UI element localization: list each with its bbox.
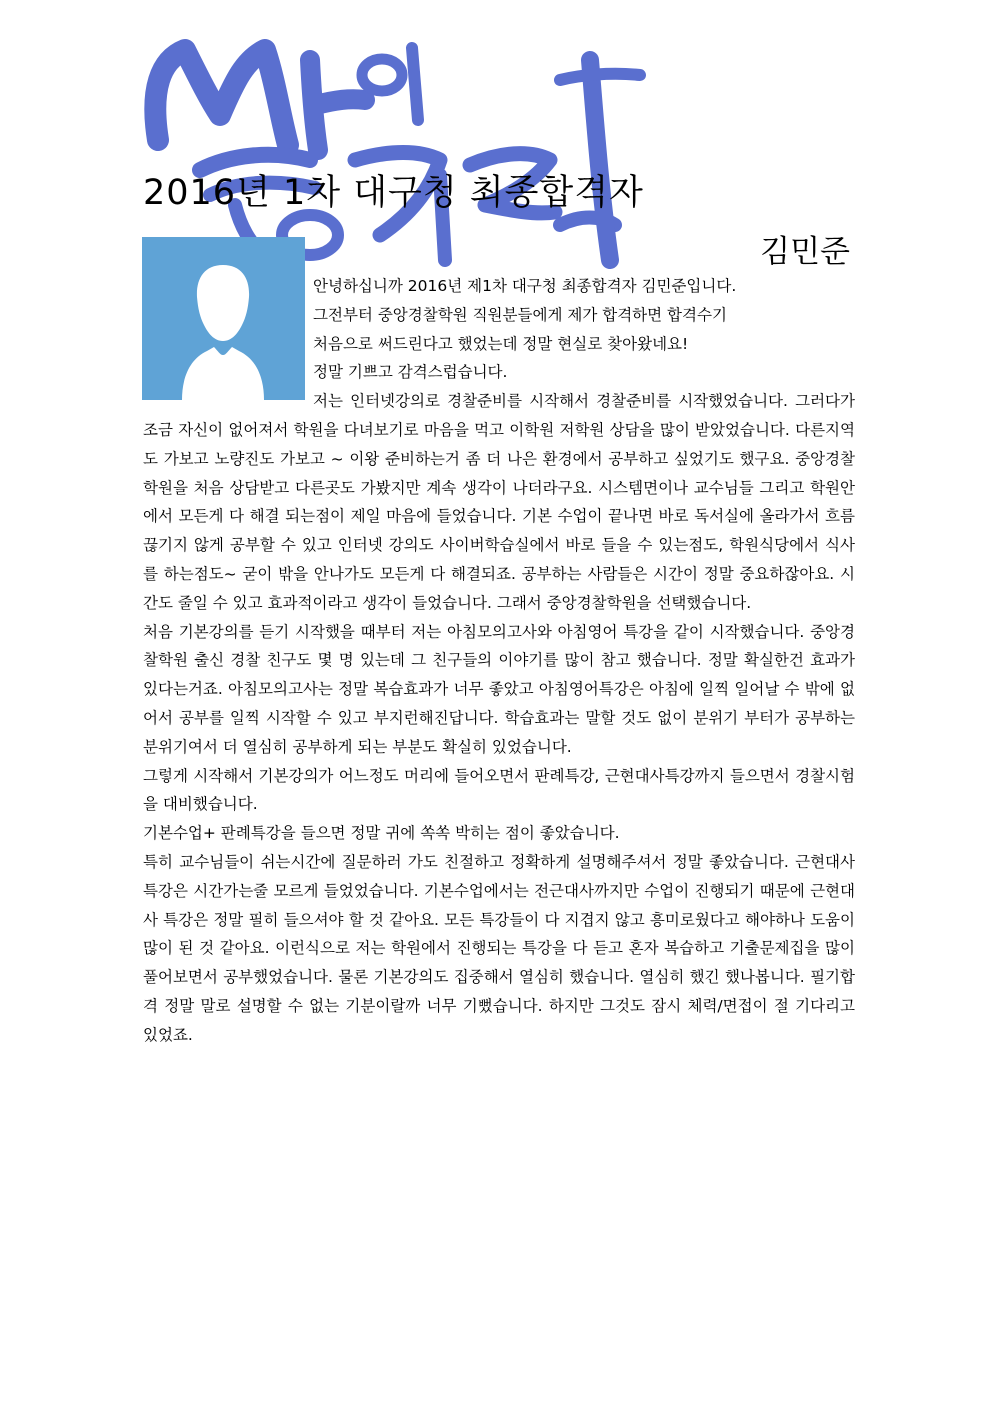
intro-line: 처음으로 써드린다고 했었는데 정말 현실로 찾아왔네요! [313,334,689,353]
author-name: 김민준 [760,234,850,270]
intro-block [313,272,855,387]
intro-line: 안녕하십니까 2016년 제1차 대구청 최종합격자 김민준입니다. [313,277,737,295]
testimonial-body [143,272,855,1050]
intro-line: 그전부터 중앙경찰학원 직원분들에게 제가 합격하면 합격수기 [313,305,727,324]
intro-line: 정말 기쁘고 감격스럽습니다. [313,363,508,382]
hapgyeok-logo [140,20,680,270]
paragraph: 특히 교수님들이 쉬는시간에 질문하러 가도 친절하고 정확하게 설명해주셔서 정말 좋았습니다. 근현대사특강은 시간가는줄 모르게 들었었습니다. 기본수업에서는 전근대사까지만 수업이 진행되기 때문에 근현대사 특강은 정말 필히 들으셔야 할 것 같아요. 모든 특강들이 다 지겹지 않고 흥미로웠다고 해야하나 도움이 많이 된 것 같아요. 이런식으로 저는 학원에서 진행되는 특강을 다 듣고 혼자 복습하고 기출문제집을 많이 풀어보면서 공부했었습니다. 물론 기본강의도 집중해서 열심히 했습니다. 열심히 했긴 했나봅니다. 필기합격 정말 말로 설명할 수 없는 기분이랄까 너무 기뻤습니다. 하지만 그것도 잠시 체력/면접이 절 기다리고 있었죠. [143,852,855,1044]
paragraph: 그렇게 시작해서 기본강의가 어느정도 머리에 들어오면서 판례특강, 근현대사특강까지 들으면서 경찰시험을 대비했습니다. [143,766,855,814]
page-title: 2016년 1차 대구청 최종합격자 [143,173,644,213]
paragraph: 저는 인터넷강의로 경찰준비를 시작해서 경찰준비를 시작했었습니다. 그러다가 조금 자신이 없어져서 학원을 다녀보기로 마음을 먹고 이학원 저학원 상담을 많이 받았었습니다. 다른지역도 가보고 노량진도 가보고 ~ 이왕 준비하는거 좀 더 나은 환경에서 공부하고 싶었기도 했구요. 중앙경찰학원을 처음 상담받고 다른곳도 가봤지만 계속 생각이 나더라구요. 시스템면이나 교수님들 그리고 학원안에서 모든게 다 해결 되는점이 제일 마음에 들었습니다. 기본 수업이 끝나면 바로 독서실에 올라가서 흐름끊기지 않게 공부할 수 있고 인터넷 강의도 사이버학습실에서 바로 들을 수 있는점도, 학원식당에서 식사를 하는점도~ 굳이 밖을 안나가도 모든게 다 해결되죠. 공부하는 사람들은 시간이 정말 중요하잖아요. 시간도 줄일 수 있고 효과적이라고 생각이 들었습니다. 그래서 중앙경찰학원을 선택했습니다. [143,392,855,612]
paragraph: 처음 기본강의를 듣기 시작했을 때부터 저는 아침모의고사와 아침영어 특강을 같이 시작했습니다. 중앙경찰학원 출신 경찰 친구도 몇 명 있는데 그 친구들의 이야기를 많이 참고 했습니다. 정말 확실한건 효과가 있다는거죠. 아침모의고사는 정말 복습효과가 너무 좋았고 아침영어특강은 아침에 일찍 일어날 수 밖에 없어서 공부를 일찍 시작할 수 있고 부지런해진답니다. 학습효과는 말할 것도 없이 분위기 부터가 공부하는 분위기여서 더 열심히 공부하게 되는 부분도 확실히 있었습니다. [143,622,855,756]
paragraph: 기본수업+ 판례특강을 들으면 정말 귀에 쏙쏙 박히는 점이 좋았습니다. [143,824,620,843]
